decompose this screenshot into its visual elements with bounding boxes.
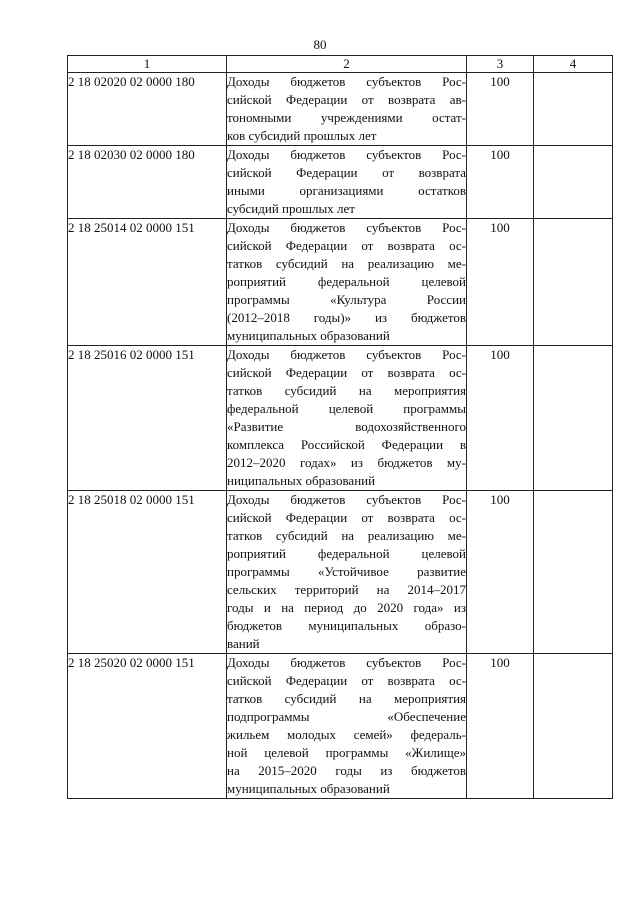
description-line: роприятий федеральной целевой xyxy=(227,274,466,289)
description-line: комплекса Российской Федерации в xyxy=(227,437,466,452)
table-row xyxy=(68,219,613,346)
column-4-cell xyxy=(534,73,613,146)
description-line: муниципальных образований xyxy=(227,328,390,343)
description-line: сийской Федерации от возврата xyxy=(227,165,466,180)
normative-percent-cell: 100 xyxy=(467,73,534,146)
column-4-cell xyxy=(534,491,613,654)
column-4-cell xyxy=(534,219,613,346)
description-line: 2012–2020 годах» из бюджетов му- xyxy=(227,455,466,470)
description-line: ков субсидий прошлых лет xyxy=(227,128,377,143)
revenue-description-cell xyxy=(227,146,467,219)
description-line: иными организациями остатков xyxy=(227,183,466,198)
table-body xyxy=(68,73,613,799)
normative-percent-cell: 100 xyxy=(467,219,534,346)
description-line: Доходы бюджетов субъектов Рос- xyxy=(227,347,466,362)
description-line: сийской Федерации от возврата ос- xyxy=(227,365,466,380)
table-row xyxy=(68,73,613,146)
description-line: бюджетов муниципальных образо- xyxy=(227,618,466,633)
revenue-description-cell xyxy=(227,219,467,346)
description-line: жильем молодых семей» федераль- xyxy=(227,727,466,742)
table-header-row xyxy=(68,56,613,73)
description-line: ваний xyxy=(227,636,260,651)
normative-percent-cell: 100 xyxy=(467,654,534,799)
description-line: муниципальных образований xyxy=(227,781,390,796)
description-line: Доходы бюджетов субъектов Рос- xyxy=(227,147,466,162)
description-line: татков субсидий на мероприятия xyxy=(227,691,466,706)
column-4-cell xyxy=(534,346,613,491)
description-line: программы «Культура России xyxy=(227,292,466,307)
description-line: на 2015–2020 годы из бюджетов xyxy=(227,763,466,778)
revenue-description-cell xyxy=(227,73,467,146)
normative-percent-cell: 100 xyxy=(467,346,534,491)
column-4-cell xyxy=(534,654,613,799)
description-line: Доходы бюджетов субъектов Рос- xyxy=(227,74,466,89)
revenue-code-cell: 2 18 25014 02 0000 151 xyxy=(68,219,227,346)
revenue-code-cell: 2 18 02020 02 0000 180 xyxy=(68,73,227,146)
table-row xyxy=(68,491,613,654)
revenue-description-cell xyxy=(227,491,467,654)
description-line: сельских территорий на 2014–2017 xyxy=(227,582,466,597)
description-line: татков субсидий на реализацию ме- xyxy=(227,528,466,543)
column-header-1: 1 xyxy=(68,56,227,73)
description-line: тономными учреждениями остат- xyxy=(227,110,466,125)
column-4-cell xyxy=(534,146,613,219)
description-line: сийской Федерации от возврата ос- xyxy=(227,673,466,688)
description-line: сийской Федерации от возврата ос- xyxy=(227,238,466,253)
description-line: Доходы бюджетов субъектов Рос- xyxy=(227,220,466,235)
description-line: татков субсидий на мероприятия xyxy=(227,383,466,398)
description-line: сийской Федерации от возврата ав- xyxy=(227,92,466,107)
table-row xyxy=(68,654,613,799)
column-header-4: 4 xyxy=(534,56,613,73)
description-line: «Развитие водохозяйственного xyxy=(227,419,466,434)
description-line: ниципальных образований xyxy=(227,473,376,488)
column-header-2: 2 xyxy=(227,56,467,73)
revenue-code-cell: 2 18 25018 02 0000 151 xyxy=(68,491,227,654)
description-line: татков субсидий на реализацию ме- xyxy=(227,256,466,271)
description-line: (2012–2018 годы)» из бюджетов xyxy=(227,310,466,325)
revenue-codes-table xyxy=(67,55,613,799)
description-line: федеральной целевой программы xyxy=(227,401,466,416)
description-line: программы «Устойчивое развитие xyxy=(227,564,466,579)
description-line: субсидий прошлых лет xyxy=(227,201,355,216)
description-line: сийской Федерации от возврата ос- xyxy=(227,510,466,525)
revenue-code-cell: 2 18 02030 02 0000 180 xyxy=(68,146,227,219)
revenue-description-cell xyxy=(227,654,467,799)
description-line: роприятий федеральной целевой xyxy=(227,546,466,561)
revenue-code-cell: 2 18 25016 02 0000 151 xyxy=(68,346,227,491)
normative-percent-cell: 100 xyxy=(467,491,534,654)
normative-percent-cell: 100 xyxy=(467,146,534,219)
revenue-code-cell: 2 18 25020 02 0000 151 xyxy=(68,654,227,799)
description-line: ной целевой программы «Жилище» xyxy=(227,745,466,760)
column-header-3: 3 xyxy=(467,56,534,73)
table-row xyxy=(68,346,613,491)
page-number: 80 xyxy=(313,37,327,52)
table-row xyxy=(68,146,613,219)
revenue-description-cell xyxy=(227,346,467,491)
description-line: подпрограммы «Обеспечение xyxy=(227,709,466,724)
description-line: годы и на период до 2020 года» из xyxy=(227,600,466,615)
description-line: Доходы бюджетов субъектов Рос- xyxy=(227,655,466,670)
description-line: Доходы бюджетов субъектов Рос- xyxy=(227,492,466,507)
